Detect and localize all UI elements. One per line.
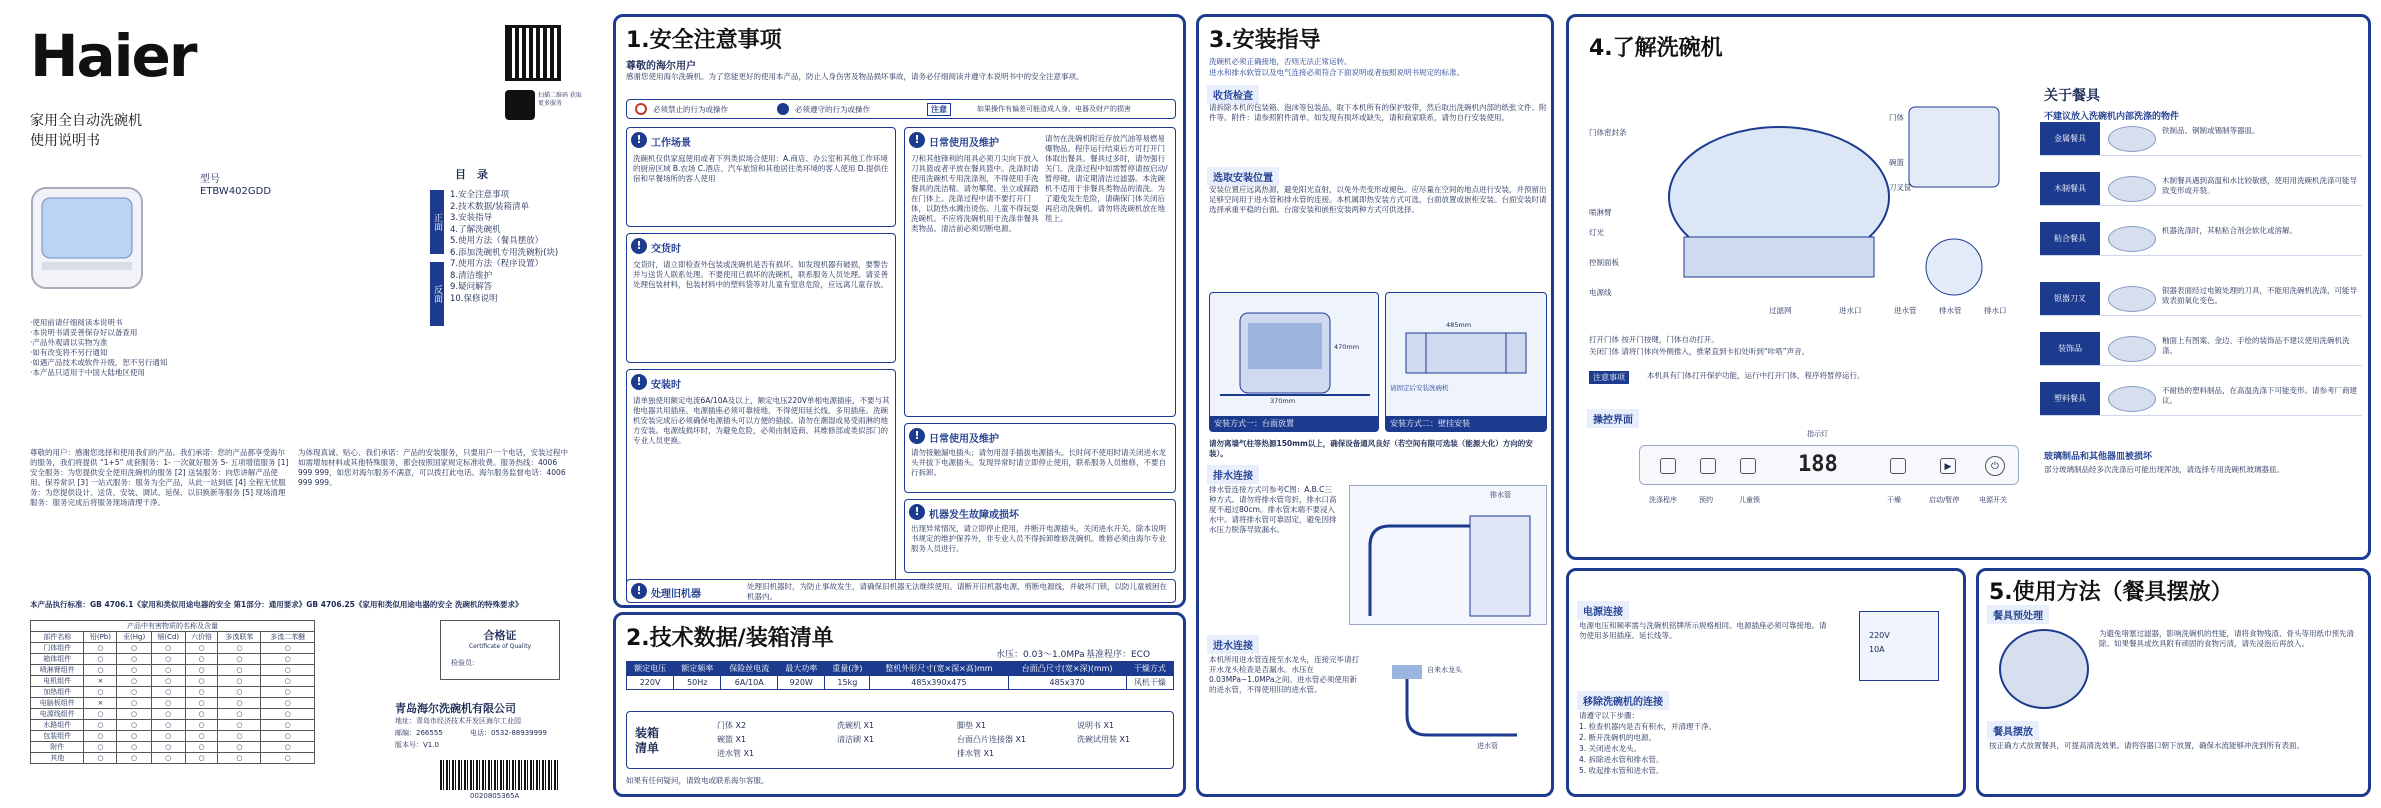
section-icon: ! [909,132,925,148]
model-number: ETBW402GDD [200,186,272,197]
acc-row [2040,282,2362,316]
section-daily-2 [904,423,1176,493]
toc-item: 5.使用方法（餐具摆放） [450,236,544,246]
spec-value: 15kg [825,676,870,690]
toc-item: 9.疑问解答 [450,282,493,292]
install-tip: 请勿离墙气柱等热源150mm以上，确保设备通风良好（若空间有限可选装（能源大化）方向的安装）。 [1209,439,1533,458]
acc-image [2108,286,2156,312]
accessories-sub: 不建议放入洗碗机内部洗涤的物件 [2044,112,2180,122]
part-label: 喷淋臂 [1589,208,1612,217]
cover-notes [30,318,167,378]
section-title: 处理旧机器 [651,589,701,600]
section-text: 刀和其他锋利的用具必须刀尖向下放入刀具篮或者平放在餐具篮中。洗涤时请使用洗碗机专用洗涤剂，不得使用手洗餐具的洗洁精。请勿攀爬、坐立或踩踏在门体上。洗涤过程中请不要打开门体，以防热水溅出烫伤。儿童不得玩耍洗碗机。不应将洗碗机用于洗涤非餐具类物品。清洁前必须切断电源。 [911,154,1039,233]
acc-label: 木制餐具 [2040,172,2100,205]
service-text: 尊敬的用户：感谢您选择和使用我们的产品。我们承诺：您的产品都享受海尔的服务，我们将提供 “1+5” 成套服务：1- 一次就好服务 5- 五项增值服务 [1] 安全服务：为您提供安全使用洗碗机的服务 [2] 送装服务：向您讲解产品使用、保养常识 [3] 一站式服务：服务为全产品，从此一站到底 [4] 全程无忧服务：为您提供设计、送货、安装、调试、延保、以旧换新等服务 [5] 现场清理服务：服务完成后将服务现场清理干净。 [30,448,289,507]
legend-row [626,99,1176,119]
case-label: 安装方式二：壁挂安装 [1386,416,1546,431]
must-icon [777,103,789,115]
move-step: 1. 检查机器内是否有积水，并清理干净。 [1579,722,1717,731]
know-title: 4.了解洗碗机 [1589,36,1723,61]
section-icon: ! [631,238,647,254]
dim-label: 485mm [1446,321,1472,329]
acc-text: 机器洗涤时，其粘粘合剂会软化或溶解。 [2162,226,2297,235]
panel-label: 干燥 [1887,496,1901,504]
packing-item: 排水管 X1 [957,749,995,758]
section-text: 交货时，请立即检查外包装或洗碗机是否有损坏。如发现机器有破损，要警告并与送货人联系处理。不要使用已损坏的洗碗机，联系服务人员处理。请妥善处理包装材料，包装材料中的塑料袋等对儿童有窒息危险，应远离儿童存放。 [633,260,888,289]
spec-head: 额定电压 [627,662,674,676]
pretreat-heading: 餐具预处理 [1987,605,2049,624]
inlet-text: 本机所用进水管连接至水龙头，连接完毕请打开水龙头检查是否漏水。水压在0.03MPa~1.0MPa之间。进水管必须使用新的进水管，不得使用旧的进水管。 [1209,655,1359,694]
location-text: 安装位置应远离热源，避免阳光直射，以免外壳变形或褪色。应尽量在空间的地点进行安装，并预留出足够空间用于进水管和排水管的连接。本机属即热安装方式可选，台面放置或嵌柜安装。台面安装时请选择承重平稳的台面。台面安装和嵌柜安装两种方式可供选择。 [1209,185,1547,214]
power-heading: 电源连接 [1577,601,1629,620]
usage-title: 5.使用方法（餐具摆放） [1989,580,2233,605]
packing-item: 脚垫 X1 [957,721,987,730]
doc-number: 0020805365A [470,792,520,800]
power-volts: 220V [1869,631,1890,640]
power-text: 电源电压和频率需与洗碗机铭牌所示规格相同。电源插座必须可靠接地。请勿使用多用插座、延长线等。 [1579,621,1827,640]
packing-item: 洗碗试用装 X1 [1077,735,1131,744]
note-item: ·本产品只适用于中国大陆地区使用 [30,368,145,377]
section-work-scene [626,127,896,227]
door-open-text: 打开门体 按开门按键，门体自动打开。 [1589,335,1719,344]
spec-table [626,661,1174,690]
note-item: ·产品外观请以实物为准 [30,338,108,347]
part-label: 过滤网 [1769,306,1792,315]
move-step: 请遵守以下步骤： [1579,711,1639,720]
barcode [440,760,560,790]
intro-text: 感谢您使用海尔洗碗机。为了您能更好的使用本产品，防止人身伤害及物品损坏事故，请务必仔细阅读并遵守本说明书中的安全注意事项。 [626,72,1084,81]
spec-head: 整机外形尺寸(宽×深×高)mm [870,662,1008,676]
spec-head: 最大功率 [778,662,825,676]
table-row: 门体组件 ○ ○ ○ ○ ○ ○ [31,643,315,654]
cert-title: 合格证 [483,629,517,642]
display-readout: 188 [1798,452,1838,477]
drain-text: 排水管连接方式可参考C图：A.B.C三种方式。请勿将排水管弯折，排水口高度不超过80cm。排水管末端不要浸入水中。请将排水管可靠固定，避免因排水压力脱落导致漏水。 [1209,485,1337,534]
table-head: 铅(Pb) [84,632,117,643]
acc-image [2108,386,2156,412]
inlet-heading: 进水连接 [1207,635,1259,654]
acc-row [2040,222,2362,256]
brand-logo: Haier [30,22,196,90]
toc-item: 6.添加洗碗机专用洗碗粉(块) [450,247,559,258]
install-bullet: 洗碗机必须正确接地，否则无法正常运转。 [1209,57,1352,66]
note-item: ·如有改变将不另行通知 [30,348,108,357]
table-head: 汞(Hg) [117,632,151,643]
part-label: 灯光 [1589,228,1604,237]
program-button[interactable] [1660,458,1676,474]
panel-label: 洗涤程序 [1649,496,1677,504]
toc-item: 7.使用方法（程序设置） [450,259,544,269]
dim-label: 370mm [1270,397,1296,405]
acc-text: 木制餐具遇到高温和水比较敏感，使用用洗碗机洗涤可能导致变形或开裂。 [2162,176,2357,195]
part-label: 排水口 [1984,306,2007,315]
dim-label: 470mm [1334,343,1360,351]
section-text: 出现异常情况，请立即停止使用，并断开电源插头，关闭进水开关。除本说明书规定的维护保养外，非专业人员不得拆卸维修洗碗机。维修必须由海尔专业服务人员进行。 [911,524,1166,553]
section-old-machine [626,579,1176,603]
section-title: 工作场景 [651,138,691,149]
legend-prohibit: 必须禁止的行为或操作 [653,105,728,114]
acc-text: 铁制品、铜制或锡制等器皿。 [2162,126,2260,135]
part-label: 排水管 [1939,306,1962,315]
acc-text: 不耐热的塑料制品，在高温洗涤下可能变形。请参考厂商建议。 [2162,386,2357,405]
panel-label: 预约 [1699,496,1713,504]
part-label: 进水管 [1894,306,1917,315]
wall-mount-illustration [1386,293,1546,411]
version-text: 版本号：V1.0 [395,741,439,749]
spec-head: 台面凸尺寸(宽×深)(mm) [1008,662,1126,676]
section-icon: ! [631,583,647,599]
table-row: 加热组件 ○ ○ ○ ○ ○ ○ [31,687,315,698]
table-row: 电脑板组件 × ○ ○ ○ ○ ○ [31,698,315,709]
power-section [1566,568,1966,797]
tech-note: 如果有任何疑问，请致电或联系海尔客服。 [626,776,769,785]
dry-button[interactable] [1890,458,1906,474]
part-label: 碗篮 [1889,158,1904,167]
section-title: 安装时 [651,380,681,391]
water-pressure: 水压：0.03～1.0MPa [996,650,1085,660]
qr-logo [505,90,535,120]
packing-item: 碗篮 X1 [717,735,747,744]
inlet-illustration [1367,655,1547,785]
install-case-2 [1385,292,1547,432]
packing-item: 台面凸片连接器 X1 [957,735,1027,744]
spec-value: 6A/10A [721,676,778,690]
packing-item: 洗碗机 X1 [837,721,875,730]
acc-image [2108,176,2156,202]
move-step: 5. 收起排水管和进水管。 [1579,766,1664,775]
spec-value: 485x370 [1008,676,1126,690]
toc-item: 8.清洁维护 [450,270,493,281]
section-title: 机器发生故障或损坏 [929,510,1019,521]
certificate [440,620,560,680]
table-head: 镉(Cd) [151,632,185,643]
case-label: 安装方式一：台面放置 [1210,416,1378,431]
location-heading: 选取安装位置 [1207,167,1279,186]
table-head: 多溴联苯 [218,632,261,643]
part-label: 门体密封条 [1589,128,1627,137]
part-label: 进水口 [1839,306,1862,315]
install-panel [1196,14,1554,797]
acc-row [2040,382,2362,416]
tech-title: 2.技术数据/装箱清单 [626,626,834,651]
cert-inspector: 检验员： [451,659,479,667]
safety-panel [613,14,1186,608]
install-title: 3.安装指导 [1209,28,1321,53]
move-steps [1579,711,1959,777]
glass-text: 部分玻璃制品经多次洗涤后可能出现浑浊，请选择专用洗碗机玻璃器皿。 [2044,465,2284,474]
toc-item: 4.了解洗碗机 [450,224,501,235]
inlet-label: 进水管 [1477,742,1498,750]
spec-value: 50Hz [674,676,721,690]
delay-button[interactable] [1700,458,1716,474]
greeting: 尊敬的海尔用户 [626,61,696,72]
section-icon: ! [909,504,925,520]
acc-image [2108,226,2156,252]
table-row: 喷淋臂组件 ○ ○ ○ ○ ○ ○ [31,665,315,676]
toc-back-label: 反面 [430,262,444,326]
drain-illustration [1349,485,1547,625]
section-text: 处理旧机器时，为防止事故发生，请确保旧机器无法继续使用。请断开旧机器电源，剪断电源线，并破坏门锁，以防儿童被困在机器内。 [747,582,1167,601]
legend-note: 如果操作有偏差可能造成人身、电器及财产的损害 [977,105,1131,113]
table-row: 包装组件 ○ ○ ○ ○ ○ ○ [31,731,315,742]
accessories-heading: 关于餐具 [2044,88,2100,104]
panel-label: 指示灯 [1807,430,1828,438]
control-panel [1639,445,2019,485]
section-text: 请勿接触漏电插头；请勿用湿手插拔电源插头。长时间不使用时请关闭进水龙头并拔下电源插头。发现异常时请立即停止使用，联系服务人员维修，不要自行拆卸。 [911,448,1166,477]
section-title: 日常使用及维护 [929,138,999,149]
cert-en: Certificate of Quality [468,643,532,650]
product-title: 家用全自动洗碗机 [30,113,142,129]
wall-note: 请固定后安装洗碗机 [1390,384,1449,392]
warning-label: 注意事项 [1589,371,1629,384]
toc-item: 10.保修说明 [450,293,498,304]
legend-must: 必须遵守的行为或操作 [795,105,870,114]
legend-caution: 注意 [927,103,951,116]
install-case-1 [1209,292,1379,432]
packing-label: 装箱清单 [635,726,660,755]
packing-item: 说明书 X1 [1077,721,1115,730]
table-row: 附件 ○ ○ ○ ○ ○ ○ [31,742,315,753]
note-item: ·使用前请仔细阅读本说明书 [30,318,123,327]
company-address: 地址：青岛市经济技术开发区海尔工业园 [395,717,521,725]
panel-label: 电源开关 [1979,496,2007,504]
section-delivery [626,233,896,363]
tech-panel [613,612,1186,797]
hazard-table [30,620,315,764]
section-text-2: 请勿在洗碗机附近存放汽油等易燃易爆物品。程序运行结束后方可打开门体取出餐具。餐具过多时，请勿强行关门。洗涤过程中如需暂停请按启动/暂停键。请定期清洁过滤器。本洗碗机不适用于非餐具类物品的清洗。为了避免发生危险，请确保门体关闭后再启动洗碗机。请勿将洗碗机放在地毯上。 [1045,134,1168,223]
move-heading: 移除洗碗机的连接 [1577,691,1669,710]
panel-label: 启动/暂停 [1929,496,1960,504]
dishwasher-image [22,170,152,300]
model-label: 型号 [200,174,220,185]
drain-label: 排水管 [1490,491,1511,499]
door-close-text: 关闭门体 请将门体向外侧推入，推紧直到卡扣处听到“咔嗒”声音。 [1589,347,1810,356]
company-zip: 邮编：266555 [395,729,443,737]
move-step: 2. 断开洗碗机的电源。 [1579,733,1657,742]
prohibit-icon [635,103,647,115]
part-label: 刀叉筐 [1889,183,1912,192]
spec-head: 保险丝电流 [721,662,778,676]
section-title: 日常使用及维护 [929,434,999,445]
acc-label: 金属餐具 [2040,122,2100,155]
spec-value: 风机干燥 [1126,676,1173,690]
faucet-label: 自来水龙头 [1427,666,1462,674]
placement-text: 按正确方式放置餐具，可提高清洗效果。请将容器口朝下放置，确保水流能够冲洗到所有表面。 [1989,741,2304,750]
company-phone: 电话：0532-88939999 [470,729,547,737]
section-title: 交货时 [651,244,681,255]
receipt-heading: 收货检查 [1207,85,1259,104]
table-head: 部件名称 [31,632,84,643]
countertop-illustration [1210,293,1378,411]
acc-label: 塑料餐具 [2040,382,2100,415]
acc-row [2040,332,2362,366]
acc-text: 釉面上有图案、金边、手绘的装饰品不建议使用洗碗机洗涤。 [2162,336,2350,355]
placement-heading: 餐具摆放 [1987,721,2039,740]
section-icon: ! [909,428,925,444]
toc-title: 目 录 [455,168,488,181]
note-item: ·如遇产品技术或软件升级，恕不另行通知 [30,358,168,367]
qr-code [505,25,561,81]
section-fault [904,499,1176,573]
table-head: 六价铬 [185,632,218,643]
spec-value: 220V [627,676,674,690]
child-lock-button[interactable] [1740,458,1756,474]
power-amps: 10A [1869,645,1885,654]
table-row: 电机组件 × ○ ○ ○ ○ ○ [31,676,315,687]
acc-image [2108,126,2156,152]
usage-panel [1976,568,2371,797]
toc-list [450,190,558,305]
acc-row [2040,122,2362,156]
section-icon: ! [631,374,647,390]
acc-label: 银器刀叉 [2040,282,2100,315]
acc-label: 粘合餐具 [2040,222,2100,255]
panel-label: 儿童锁 [1739,496,1760,504]
table-title: 产品中有害物质的名称及含量 [30,620,315,631]
move-step: 3. 关闭进水龙头。 [1579,744,1642,753]
table-row: 箱体组件 ○ ○ ○ ○ ○ ○ [31,654,315,665]
receipt-text: 请拆除本机的包装箱、泡沫等包装品，取下本机所有的保护胶带，然后取出洗碗机内部的纸张文件、附件等。附件：请参照附件清单。如发现有损坏或缺失，请和商家联系，请勿自行安装使用。 [1209,103,1547,122]
note-item: ·本说明书请妥善保存好以备查用 [30,328,138,337]
acc-label: 装饰品 [2040,332,2100,365]
table-row: 电源线组件 ○ ○ ○ ○ ○ ○ [31,709,315,720]
warning-text: 本机具有门体打开保护功能，运行中打开门体，程序将暂停运行。 [1647,371,1865,380]
drain-heading: 排水连接 [1207,465,1259,484]
section-icon: ! [631,132,647,148]
packing-item: 清洁刷 X1 [837,735,875,744]
move-step: 4. 拆除进水管和排水管。 [1579,755,1664,764]
cover-panel [0,0,590,808]
acc-image [2108,336,2156,362]
glass-heading: 玻璃制品和其他器皿被损坏 [2044,452,2153,462]
section-text: 洗碗机仅供家庭使用或者下列类似场合使用：A.商店、办公室和其他工作环境的厨房区域 B.农场 C.酒店、汽车旅馆和其他居住类环境的客人使用 D.提供住宿和早餐场所的客人使用 [633,154,889,183]
toc-front-label: 正面 [430,190,444,254]
part-label: 电源线 [1589,288,1612,297]
qr-caption: 扫描二维码 获取更多服务 [538,92,582,107]
spec-value: 485x390x475 [870,676,1008,690]
section-text: 请单独使用额定电流6A/10A及以上，额定电压220V单相电源插座，不要与其他电器共用插座。电源插座必须可靠接地，不得使用延长线、多用插座。洗碗机安装完成后必须确保电源插头可以方便的插拔。请勿在潮湿或易受雨淋的地方安装。电源线损坏时，为避免危险，必须由制造商、其维修部或类似部门的专业人员更换。 [633,396,890,445]
acc-row [2040,172,2362,206]
part-label: 控制面板 [1589,258,1619,267]
section-install [626,369,896,587]
part-label: 门体 [1889,113,1904,122]
table-head: 多溴二苯醚 [261,632,315,643]
pretreat-image [1999,629,2089,709]
panel-heading: 操控界面 [1587,409,1639,428]
toc-item: 3.安装指导 [450,213,493,223]
start-pause-button[interactable]: ▶ [1940,458,1956,474]
table-row: 其他 ○ ○ ○ ○ ○ ○ [31,753,315,764]
manual-title: 使用说明书 [30,133,100,149]
packing-box [626,711,1174,769]
power-button[interactable]: ⏻ [1985,456,2005,476]
dishwasher-diagram [1589,87,2019,327]
acc-text: 银器表面经过电镀处理的刀具，不能用洗碗机洗涤，可能导致表面氧化变色。 [2162,286,2357,305]
packing-item: 门体 X2 [717,721,747,730]
packing-item: 进水管 X1 [717,749,755,758]
base-program: 基准程序：ECO [1086,650,1151,660]
spec-head: 重量(净) [825,662,870,676]
hotline-text: 为体现真诚、贴心、我们承诺：产品的安装服务，只要用户一个电话，安装过程中如需增加材料或其他特殊服务，都会按照国家规定标准收费。服务热线：4006 999 999，如您对海尔服务不满意，可以拨打此电话。海尔服务监督电话：4006 999 999。 [298,448,568,487]
standard-text: 本产品执行标准：GB 4706.1《家用和类似用途电器的安全 第1部分：通用要求》GB 4706.25《家用和类似用途电器的安全 洗碗机的特殊要求》 [30,600,523,609]
toc-item: 2.技术数据/装箱清单 [450,201,529,212]
toc-item: 1.安全注意事项 [450,190,510,200]
spec-head: 干燥方式 [1126,662,1173,676]
spec-value: 920W [778,676,825,690]
table-row: 水路组件 ○ ○ ○ ○ ○ ○ [31,720,315,731]
company-name: 青岛海尔洗碗机有限公司 [395,702,516,715]
safety-title: 1.安全注意事项 [626,28,782,53]
install-bullet: 进水和排水软管以及电气连接必须符合下面说明或者按照说明书规定的标准。 [1209,68,1464,77]
section-daily [904,127,1176,417]
pretreat-text: 为避免堵塞过滤器，影响洗碗机的性能，请将食物残渣、骨头等用纸巾预先清除。如果餐具或炊具附有顽固的食物污渍，请先浸泡后再放入。 [2099,629,2354,648]
spec-head: 额定频率 [674,662,721,676]
